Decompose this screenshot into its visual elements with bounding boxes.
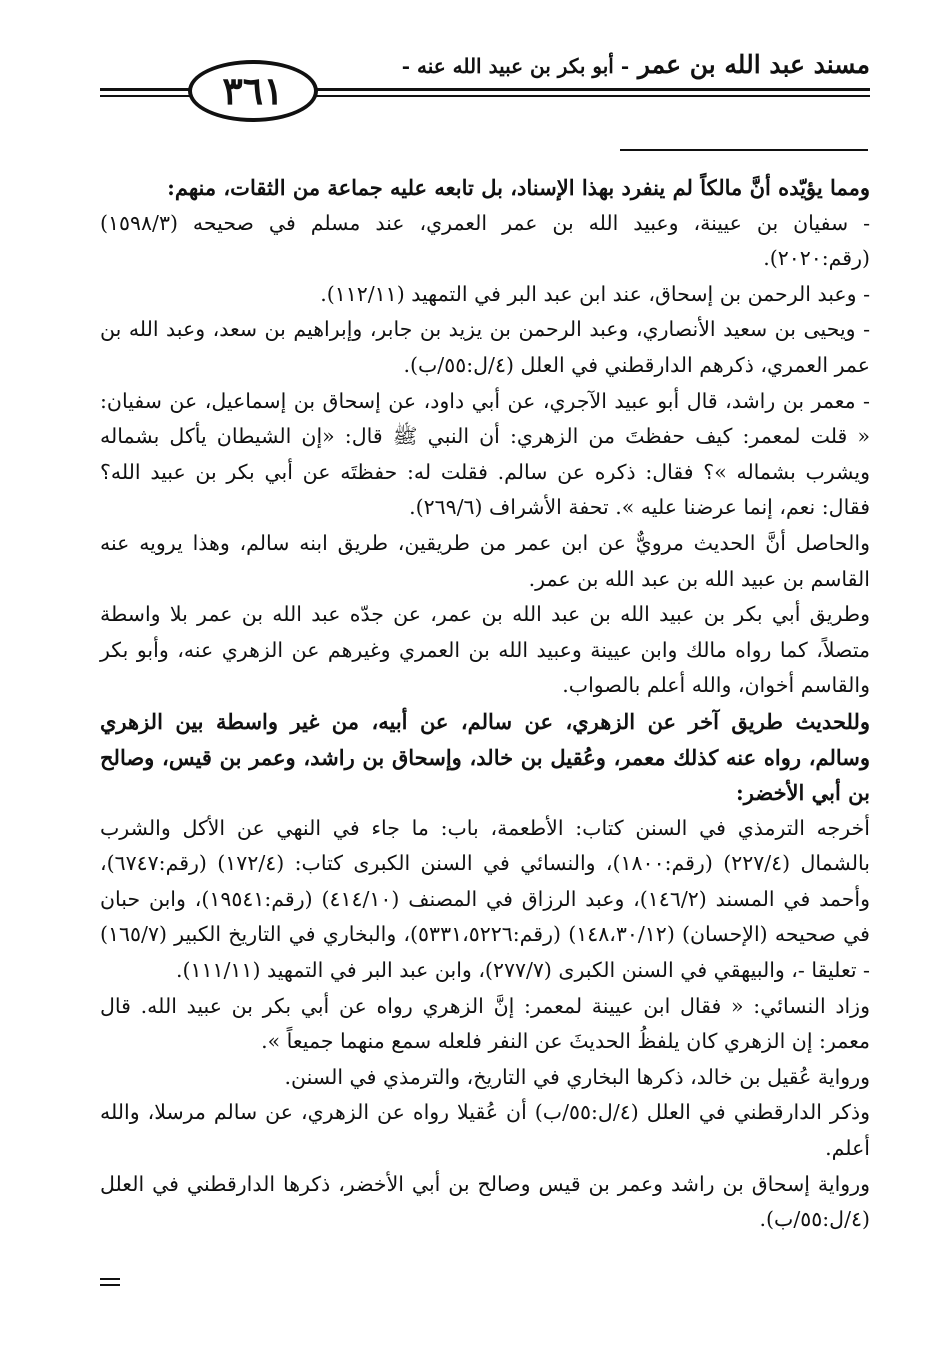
running-title bbox=[402, 50, 870, 79]
paragraph: ورواية عُقيل بن خالد، ذكرها البخاري في التاريخ، والترمذي في السنن. bbox=[284, 1064, 870, 1089]
paragraph: - ويحيى بن سعيد الأنصاري، وعبد الرحمن بن يزيد بن جابر، وإبراهيم بن سعد، وعبد الله بن عمر العمري، ذكرهم الدارقطني في العلل (٤/ل:٥٥/ب). bbox=[100, 317, 870, 377]
page-number: ٣٦١ bbox=[188, 60, 318, 122]
paragraph: وذكر الدارقطني في العلل (٤/ل:٥٥/ب) أن عُقيلا رواه عن الزهري، عن سالم مرسلا، والله أعلم. bbox=[100, 1100, 870, 1161]
running-title-sub: - أبو بكر بن عبيد الله عنه - bbox=[401, 54, 630, 78]
paragraph: - معمر بن راشد، قال أبو عبيد الآجري، عن أبي داود، عن إسحاق بن إسماعيل، عن سفيان: « قلت لمعمر: كيف حفظتَ من الزهري: أن النبي ﷺ قال: «إن الشيطان يأكل بشماله ويشرب بشماله »؟ فقال: ذكره عن سالم. فقلت له: حفظتَه عن أبي بكر بن عبيد الله؟ فقال: نعم، إنما عرضنا عليه ». تحفة الأشراف (٢٦٩/٦). bbox=[100, 388, 870, 520]
page-header bbox=[100, 48, 870, 118]
paragraph: وزاد النسائي: « فقال ابن عيينة لمعمر: إنَّ الزهري رواه عن أبي بكر بن عبيد الله. قال معمر: إن الزهري كان يلفظُ الحديثَ عن النفر فلعله سمع منهما جميعاً ». bbox=[100, 993, 870, 1054]
paragraph: ورواية إسحاق بن راشد وعمر بن قيس وصالح بن أبي الأخضر، ذكرها الدارقطني في العلل (٤/ل:٥٥/ب). bbox=[100, 1171, 870, 1232]
paragraph: - سفيان بن عيينة، وعبيد الله بن عمر العمري، عند مسلم في صحيحه (١٥٩٨/٣) (رقم:٢٠٢٠). bbox=[100, 210, 870, 271]
body-text bbox=[100, 170, 870, 1238]
paragraph: وطريق أبي بكر بن عبيد الله بن عبد الله بن عمر، عن جدّه عبد الله بن عمر بلا واسطة متصلاً، كما رواه مالك وابن عيينة وعبيد الله بن العمري وغيرهم عن الزهري عنه، وأبو بكر والقاسم أخوان، والله أعلم بالصواب. bbox=[100, 602, 870, 698]
end-mark bbox=[100, 1278, 120, 1286]
paragraph: والحاصل أنَّ الحديث مرويٌّ عن ابن عمر من طريقين، طريق ابنه سالم، وهذا يرويه عنه القاسم بن عبيد الله بن عبد الله بن عمر. bbox=[100, 530, 870, 591]
paragraph: ومما يؤيّده أنَّ مالكاً لم ينفرد بهذا الإسناد، بل تابعه عليه جماعة من الثقات، منهم: bbox=[167, 175, 870, 200]
running-title-main: مسند عبد الله بن عمر bbox=[637, 50, 870, 79]
paragraph: - وعبد الرحمن بن إسحاق، عند ابن عبد البر في التمهيد (١١٢/١١). bbox=[320, 281, 870, 306]
paragraph: أخرجه الترمذي في السنن كتاب: الأطعمة، باب: ما جاء في النهي عن الأكل والشرب بالشمال (٢٢٧/٤) (رقم:١٨٠٠)، والنسائي في السنن الكبرى كتاب: (١٧٢/٤) (رقم:٦٧٤٧)، وأحمد في المسند (١٤٦/٢)، وعبد الرزاق في المصنف (٤١٤/١٠) (رقم:١٩٥٤١)، وابن حبان في صحيحه (الإحسان) (١٤٨،٣٠/١٢) (رقم:٥٣٣١،٥٢٢٦)، والبخاري في التاريخ الكبير (١٦٥/٧) - تعليقا -، والبيهقي في السنن الكبرى (٢٧٧/٧)، وابن عبد البر في التمهيد (١١١/١١). bbox=[100, 815, 870, 983]
footnote-separator bbox=[620, 149, 868, 151]
paragraph: وللحديث طريق آخر عن الزهري، عن سالم، عن أبيه، من غير واسطة بين الزهري وسالم، رواه عنه كذلك معمر، وعُقيل بن خالد، وإسحاق بن راشد، وعمر بن قيس، وصالح بن أبي الأخضر: bbox=[100, 708, 870, 806]
